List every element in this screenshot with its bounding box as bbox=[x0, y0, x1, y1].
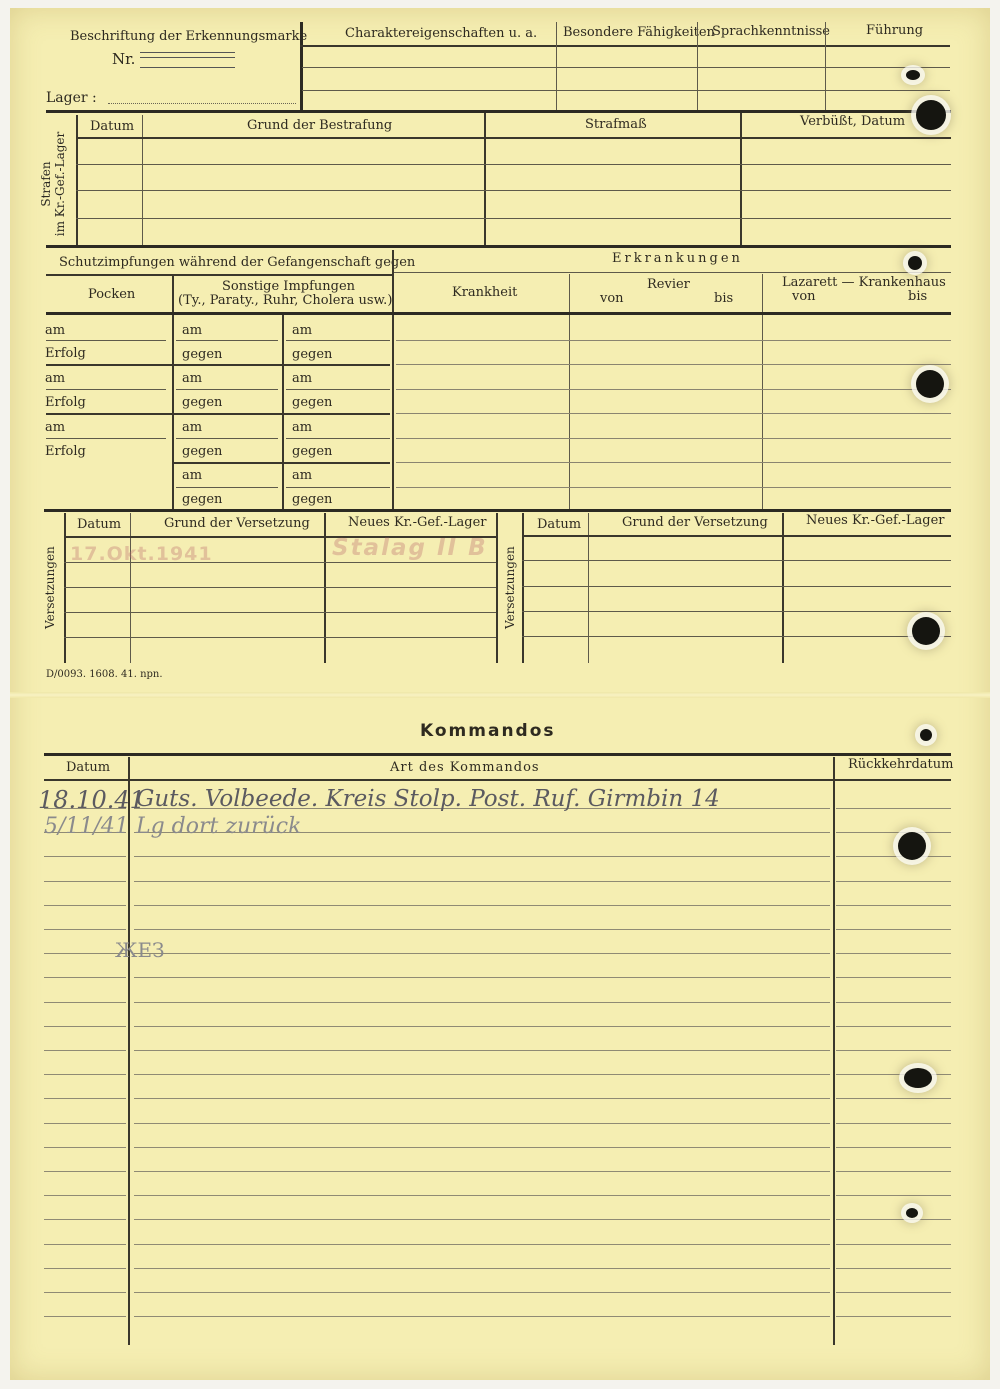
rule-line bbox=[836, 808, 951, 809]
versetzungen-col-neues-2: Neues Kr.-Gef.-Lager bbox=[806, 513, 945, 528]
rule-line bbox=[134, 953, 830, 954]
rule-line bbox=[44, 1098, 126, 1099]
punch-hole bbox=[916, 370, 944, 398]
rule-line bbox=[44, 1171, 126, 1172]
versetzungen-side-label-right: Versetzungen bbox=[503, 546, 517, 629]
rule-line bbox=[836, 1147, 951, 1148]
col-sonstige-1: Sonstige Impfungen bbox=[222, 279, 356, 294]
col-lazarett-bis: bis bbox=[908, 289, 928, 304]
rule-line bbox=[836, 1171, 951, 1172]
punch-hole bbox=[920, 729, 932, 741]
rule-line bbox=[44, 1123, 126, 1124]
rule-line bbox=[836, 1244, 951, 1245]
rule-line bbox=[836, 1074, 951, 1075]
rule-line bbox=[44, 929, 126, 930]
nr-label: Nr. bbox=[112, 50, 136, 68]
sonstige-row: gegen bbox=[292, 444, 333, 459]
rule-line bbox=[134, 881, 830, 882]
versetzungen-side-label-left: Versetzungen bbox=[43, 546, 57, 629]
rule-line bbox=[44, 1002, 126, 1003]
rule-line bbox=[836, 1268, 951, 1269]
rule-line bbox=[836, 1026, 951, 1027]
rule-line bbox=[134, 1195, 830, 1196]
punch-hole bbox=[906, 70, 920, 80]
rule-line bbox=[134, 1002, 830, 1003]
col-revier: Revier bbox=[647, 277, 690, 292]
rule-line bbox=[134, 1268, 830, 1269]
versetzungen-col-grund: Grund der Versetzung bbox=[164, 516, 310, 531]
rule-line bbox=[134, 856, 830, 857]
sonstige-row: gegen bbox=[182, 395, 223, 410]
margin-note: ЖЕЗ bbox=[115, 938, 165, 962]
punch-hole bbox=[912, 617, 940, 645]
rule-line bbox=[836, 953, 951, 954]
col-sprachkenntnisse: Sprachkenntnisse bbox=[712, 24, 830, 39]
rule-line bbox=[44, 953, 126, 954]
rule-line bbox=[836, 929, 951, 930]
col-lazarett-von: von bbox=[792, 289, 816, 304]
rule-line bbox=[44, 1026, 126, 1027]
kommandos-title: Kommandos bbox=[420, 721, 556, 741]
pocken-row: Erfolg bbox=[45, 346, 86, 361]
pocken-row: Erfolg bbox=[45, 395, 86, 410]
rule-line bbox=[836, 1098, 951, 1099]
kommando-entry-datum: 5/11/41 bbox=[44, 814, 129, 839]
pocken-row: am bbox=[45, 323, 66, 338]
kommando-entry-art: Guts. Volbeede. Kreis Stolp. Post. Ruf. Girmbin 14 bbox=[136, 786, 720, 812]
sonstige-row: am bbox=[292, 468, 313, 483]
col-charakter: Charaktereigenschaften u. a. bbox=[345, 26, 538, 41]
punch-hole bbox=[916, 100, 946, 130]
rule-line bbox=[44, 1316, 126, 1317]
col-krankheit: Krankheit bbox=[452, 285, 518, 300]
versetzungen-col-datum: Datum bbox=[77, 517, 122, 532]
rule-line bbox=[134, 1098, 830, 1099]
pocken-row: am bbox=[45, 420, 66, 435]
lager-label: Lager : bbox=[46, 90, 97, 106]
rule-line bbox=[44, 905, 126, 906]
erkennungsmarke-label: Beschriftung der Erkennungsmarke bbox=[70, 29, 308, 44]
rule-line bbox=[134, 977, 830, 978]
col-faehigkeiten: Besondere Fähigkeiten bbox=[563, 25, 715, 40]
lager-dotted-line bbox=[108, 103, 296, 104]
strafen-col-grund: Grund der Bestrafung bbox=[247, 118, 393, 133]
date-stamp: 17.Okt.1941 bbox=[70, 543, 213, 565]
rule-line bbox=[134, 1244, 830, 1245]
nr-lines bbox=[140, 52, 235, 68]
col-sonstige-2: (Ty., Paraty., Ruhr, Cholera usw.) bbox=[178, 293, 393, 308]
rule-line bbox=[836, 1292, 951, 1293]
sonstige-row: am bbox=[182, 468, 203, 483]
col-fuehrung: Führung bbox=[866, 23, 924, 38]
kommandos-col-art: Art des Kommandos bbox=[390, 760, 540, 775]
sonstige-row: gegen bbox=[182, 492, 223, 507]
rule-line bbox=[44, 881, 126, 882]
rule-line bbox=[836, 1316, 951, 1317]
kommandos-col-datum: Datum bbox=[66, 760, 111, 775]
rule-line bbox=[836, 881, 951, 882]
punch-hole bbox=[904, 1068, 932, 1088]
sonstige-row: am bbox=[182, 371, 203, 386]
form-code: D/0093. 1608. 41. npn. bbox=[46, 669, 163, 680]
rule-line bbox=[836, 1219, 951, 1220]
rule-line bbox=[134, 1026, 830, 1027]
rule-line bbox=[134, 1123, 830, 1124]
rule-line bbox=[44, 977, 126, 978]
rule-line bbox=[44, 1244, 126, 1245]
rule-line bbox=[44, 1074, 126, 1075]
sonstige-row: gegen bbox=[292, 395, 333, 410]
col-revier-bis: bis bbox=[714, 291, 734, 306]
pocken-row: am bbox=[45, 371, 66, 386]
punch-hole bbox=[906, 1208, 918, 1218]
strafen-col-verbuesst: Verbüßt, Datum bbox=[800, 114, 906, 129]
strafen-col-strafmass: Strafmaß bbox=[585, 117, 647, 132]
rule-line bbox=[44, 1195, 126, 1196]
rule-line bbox=[836, 1002, 951, 1003]
sonstige-row: am bbox=[182, 420, 203, 435]
sonstige-row: am bbox=[182, 323, 203, 338]
rule-line bbox=[44, 1292, 126, 1293]
kommando-entry-datum: 18.10.41 bbox=[38, 786, 145, 814]
sonstige-row: gegen bbox=[292, 347, 333, 362]
rule-line bbox=[836, 1050, 951, 1051]
rule-line bbox=[836, 977, 951, 978]
rule-line bbox=[836, 1195, 951, 1196]
rule-line bbox=[44, 1050, 126, 1051]
rule-line bbox=[836, 1123, 951, 1124]
sonstige-row: gegen bbox=[182, 347, 223, 362]
sonstige-row: am bbox=[292, 371, 313, 386]
col-lazarett: Lazarett — Krankenhaus bbox=[782, 275, 946, 290]
punch-hole bbox=[898, 832, 926, 860]
sonstige-row: gegen bbox=[182, 444, 223, 459]
sonstige-row: am bbox=[292, 323, 313, 338]
rule-line bbox=[134, 1147, 830, 1148]
strafen-side-label: Strafen im Kr.-Gef.-Lager bbox=[39, 131, 67, 237]
impfungen-header: Schutzimpfungen während der Gefangenschaft gegen bbox=[59, 255, 416, 270]
fold-crease bbox=[10, 692, 990, 698]
rule-line bbox=[836, 905, 951, 906]
kommandos-col-rueckkehr: Rückkehrdatum bbox=[848, 757, 954, 772]
rule-line bbox=[44, 1219, 126, 1220]
lager-stamp: Stalag II B bbox=[332, 535, 488, 561]
rule-line bbox=[836, 832, 951, 833]
rule-line bbox=[44, 1147, 126, 1148]
rule-line bbox=[134, 1292, 830, 1293]
strafen-col-datum: Datum bbox=[90, 119, 135, 134]
rule-line bbox=[134, 1316, 830, 1317]
rule-line bbox=[134, 1050, 830, 1051]
rule-line bbox=[44, 1268, 126, 1269]
rule-line bbox=[134, 1219, 830, 1220]
rule-line bbox=[134, 929, 830, 930]
versetzungen-col-datum-2: Datum bbox=[537, 517, 582, 532]
col-revier-von: von bbox=[600, 291, 624, 306]
kommando-entry-art: Lg dort zurück bbox=[136, 814, 302, 839]
rule-line bbox=[44, 856, 126, 857]
rule-line bbox=[134, 905, 830, 906]
sonstige-row: gegen bbox=[292, 492, 333, 507]
rule-line bbox=[134, 1171, 830, 1172]
punch-hole bbox=[908, 256, 922, 270]
versetzungen-col-grund-2: Grund der Versetzung bbox=[622, 515, 768, 530]
versetzungen-col-neues: Neues Kr.-Gef.-Lager bbox=[348, 515, 487, 530]
sonstige-row: am bbox=[292, 420, 313, 435]
col-pocken: Pocken bbox=[88, 287, 136, 302]
pocken-row: Erfolg bbox=[45, 444, 86, 459]
rule-line bbox=[134, 1074, 830, 1075]
erkrankungen-header: Erkrankungen bbox=[612, 251, 743, 266]
rule-line bbox=[836, 856, 951, 857]
